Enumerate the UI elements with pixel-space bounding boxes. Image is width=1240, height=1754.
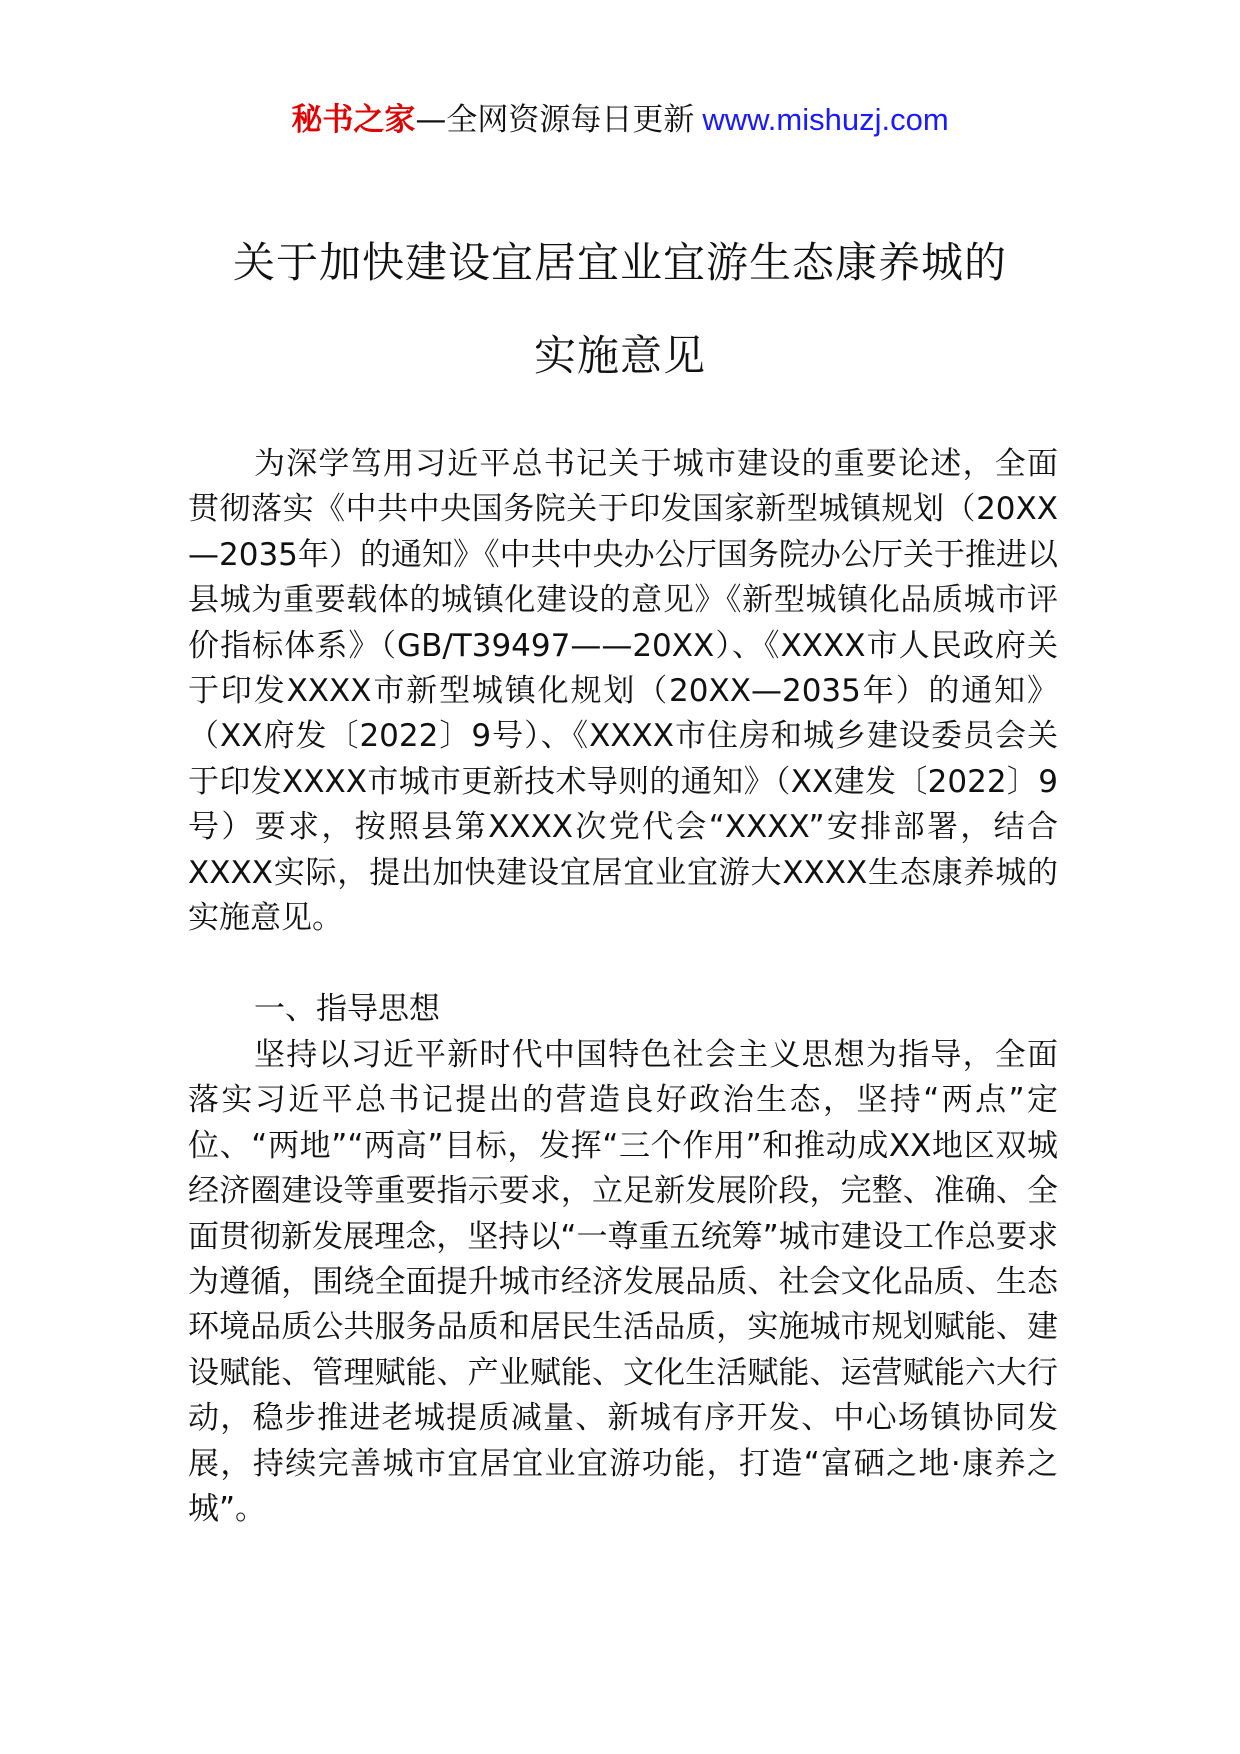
header-tagline: —全网资源每日更新 [415,102,695,138]
site-url-link[interactable]: www.mishuzj.com [702,102,949,137]
document-title-line-2: 实施意见 [533,331,706,380]
brand-name: 秘书之家 [291,102,416,138]
section-heading-guiding-ideology: 一、指导思想 [254,991,440,1027]
intro-paragraph: 为深学笃用习近平总书记关于城市建设的重要论述，全面贯彻落实《中共中央国务院关于印发国家新型城镇规划（20XX—2035年）的通知》《中共中央办公厅国务院办公厅关于推进以县城为重要载体的城镇化建设的意见》《新型城镇化品质城市评价指标体系》（GB/T39497——20XX）、《XXXX市人民政府关于印发XXXX市新型城镇化规划（20XX—2035年）的通知》（XX府发〔2022〕9号）、《XXXX市住房和城乡建设委员会关于印发XXXX市城市更新技术导则的通知》（XX建发〔2022〕9号）要求，按照县第XXXX次党代会“XXXX”安排部署，结合XXXX实际，提出加快建设宜居宜业宜游大XXXX生态康养城的实施意见。 [188,446,1058,937]
document-title-line-1: 关于加快建设宜居宜业宜游生态康养城的 [232,238,1007,287]
section-heading-block [188,987,1058,1032]
site-header [0,100,1240,140]
guiding-ideology-paragraph: 坚持以习近平新时代中国特色社会主义思想为指导，全面落实习近平总书记提出的营造良好政治生态，坚持“两点”定位、“两地”“两高”目标，发挥“三个作用”和推动成XX地区双城经济圈建设等重要指示要求，立足新发展阶段，完整、准确、全面贯彻新发展理念，坚持以“一尊重五统筹”城市建设工作总要求为遵循，围绕全面提升城市经济发展品质、社会文化品质、生态环境品质公共服务品质和居民生活品质，实施城市规划赋能、建设赋能、管理赋能、产业赋能、文化生活赋能、运营赋能六大行动，稳步推进老城提质减量、新城有序开发、中心场镇协同发展，持续完善城市宜居宜业宜游功能，打造“富硒之地·康养之城”。 [188,1037,1058,1528]
intro-paragraph-block [188,442,1058,941]
guiding-ideology-paragraph-block [188,1033,1058,1532]
